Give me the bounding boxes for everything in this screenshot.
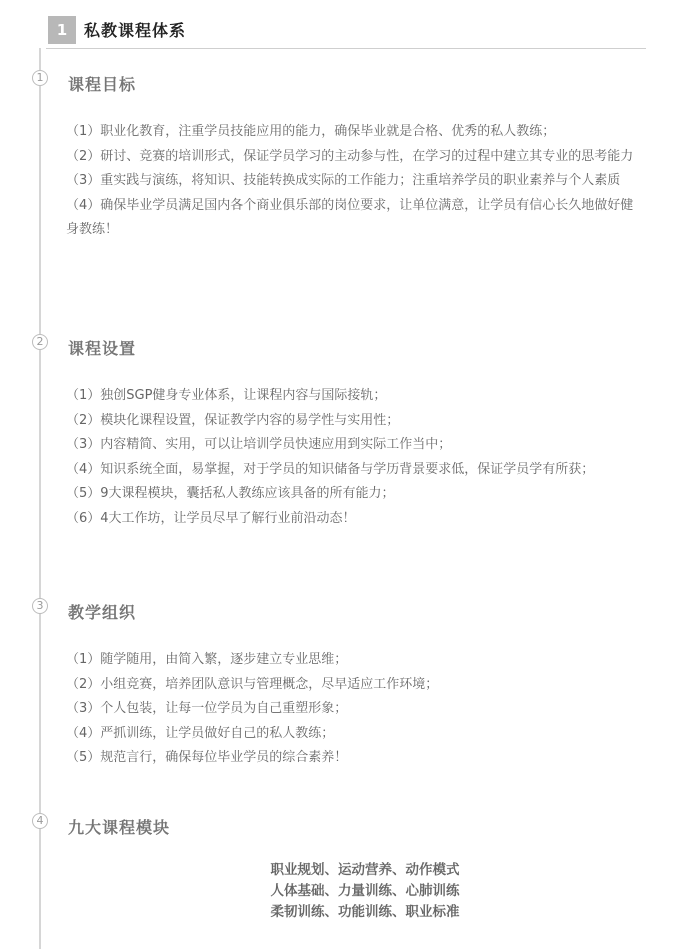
header-title: 私教课程体系 bbox=[84, 21, 187, 40]
section-1-items bbox=[66, 120, 644, 243]
section-3-number: 3 bbox=[32, 598, 48, 614]
module-line: 柔韧训练、功能训练、职业标准 bbox=[270, 904, 460, 920]
module-line: 职业规划、运动营养、动作模式 bbox=[270, 862, 460, 878]
list-item: （5）9大课程模块，囊括私人教练应该具备的所有能力； bbox=[66, 486, 395, 501]
section-4-title: 九大课程模块 bbox=[68, 818, 171, 837]
section-3-title: 教学组织 bbox=[68, 603, 137, 622]
section-1-number: 1 bbox=[32, 70, 48, 86]
header-number-badge: 1 bbox=[48, 16, 76, 44]
list-item: （4）严抓训练，让学员做好自己的私人教练； bbox=[66, 725, 335, 741]
section-2-items bbox=[66, 384, 644, 531]
list-item: （2）研讨、竞赛的培训形式，保证学员学习的主动参与性，在学习的过程中建立其专业的思考能力 bbox=[66, 148, 634, 164]
list-item: （4）确保毕业学员满足国内各个商业俱乐部的岗位要求，让单位满意，让学员有信心长久地做好健身教练！ bbox=[66, 197, 634, 237]
section-3-items bbox=[66, 648, 644, 771]
section-header bbox=[46, 16, 646, 49]
section-2-title: 课程设置 bbox=[68, 339, 137, 358]
list-item: （5）规范言行，确保每位毕业学员的综合素养！ bbox=[66, 750, 348, 765]
list-item: （3）内容精简、实用，可以让培训学员快速应用到实际工作当中； bbox=[66, 437, 452, 452]
list-item: （1）随学随用，由简入繁，逐步建立专业思维； bbox=[66, 652, 348, 667]
list-item: （2）模块化课程设置，保证教学内容的易学性与实用性； bbox=[66, 412, 400, 428]
list-item: （3）重实践与演练，将知识、技能转换成实际的工作能力；注重培养学员的职业素养与个人素质 bbox=[66, 173, 621, 188]
list-item: （2）小组竞赛，培养团队意识与管理概念，尽早适应工作环境； bbox=[66, 676, 439, 692]
list-item: （1）职业化教育，注重学员技能应用的能力，确保毕业就是合格、优秀的私人教练； bbox=[66, 124, 556, 139]
section-4-number: 4 bbox=[32, 813, 48, 829]
section-1-title: 课程目标 bbox=[68, 75, 137, 94]
list-item: （1）独创SGP健身专业体系，让课程内容与国际接轨； bbox=[66, 388, 387, 403]
section-2-number: 2 bbox=[32, 334, 48, 350]
module-line: 人体基础、力量训练、心肺训练 bbox=[270, 883, 460, 899]
list-item: （3）个人包装，让每一位学员为自己重塑形象； bbox=[66, 701, 348, 716]
list-item: （4）知识系统全面，易掌握，对于学员的知识储备与学历背景要求低，保证学员学有所获； bbox=[66, 461, 595, 477]
list-item: （6）4大工作坊，让学员尽早了解行业前沿动态！ bbox=[66, 510, 356, 526]
module-list bbox=[200, 860, 530, 923]
